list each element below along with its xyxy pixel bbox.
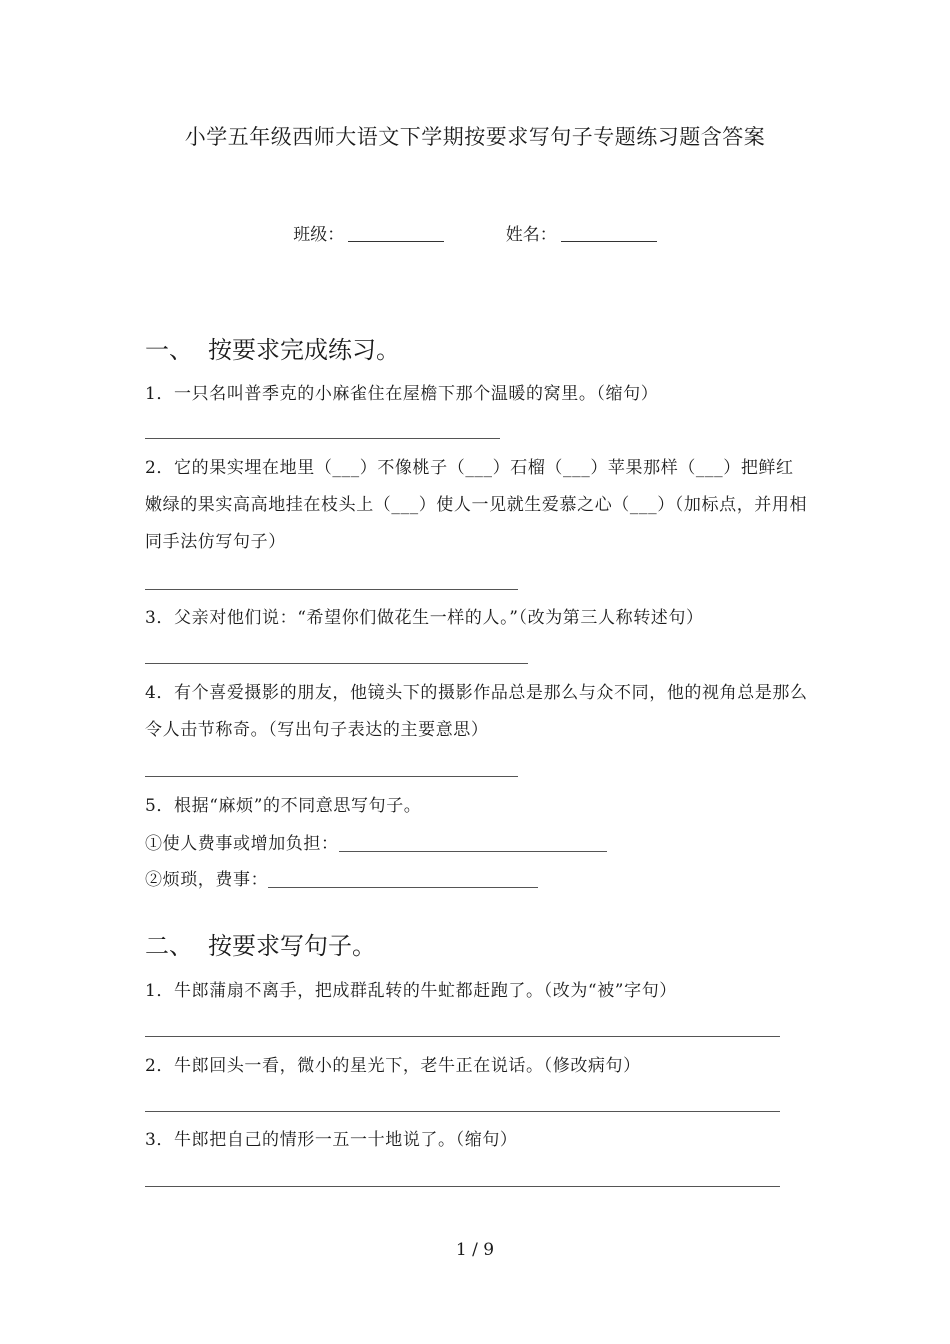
- q5a-label: ①使人费事或增加负担：: [145, 834, 339, 854]
- answer-line-s1-q4[interactable]: [145, 776, 518, 777]
- student-info: [0, 220, 950, 245]
- class-field: [293, 220, 444, 245]
- answer-line-s2-q2[interactable]: [145, 1111, 780, 1112]
- section-1-question-4: 4．有个喜爱摄影的朋友，他镜头下的摄影作品总是那么与众不同，他的视角总是那么令人击节称奇。（写出句子表达的主要意思）: [145, 683, 808, 740]
- section-2-title: 按要求写句子。: [208, 932, 376, 960]
- section-1-number: 一、: [145, 336, 193, 364]
- section-1-question-1: 1．一只名叫普季克的小麻雀住在屋檐下那个温暖的窝里。（缩句）: [145, 384, 659, 404]
- q5b-label: ②烦琐，费事：: [145, 870, 269, 890]
- answer-line-s2-q3[interactable]: [145, 1186, 780, 1187]
- page-number: 1 / 9: [455, 1240, 495, 1260]
- name-blank[interactable]: [561, 225, 657, 242]
- name-label: 姓名：: [505, 225, 557, 245]
- section-2-heading: [145, 926, 376, 961]
- section-1-heading: [145, 330, 400, 365]
- answer-line-s1-q2[interactable]: [145, 589, 518, 590]
- q5b-blank[interactable]: [268, 871, 538, 888]
- answer-line-s1-q3[interactable]: [145, 663, 528, 664]
- name-field: [506, 220, 657, 245]
- document-title: 小学五年级西师大语文下学期按要求写句子专题练习题含答案: [184, 125, 766, 149]
- section-1-question-2: 2．它的果实埋在地里（___）不像桃子（___）石榴（___）苹果那样（___）把鲜红嫩绿的果实高高地挂在枝头上（___）使人一见就生爱慕之心（___）（加标点，并用相同手法仿写句子）: [145, 458, 808, 552]
- section-1-question-5: 5．根据“麻烦”的不同意思写句子。: [145, 796, 422, 816]
- class-label: 班级：: [293, 225, 345, 245]
- answer-line-s2-q1[interactable]: [145, 1036, 780, 1037]
- q5a-blank[interactable]: [339, 835, 607, 852]
- section-1-question-3: 3．父亲对他们说：“希望你们做花生一样的人。”（改为第三人称转述句）: [145, 608, 704, 628]
- section-2-question-2: 2．牛郎回头一看，微小的星光下，老牛正在说话。（修改病句）: [145, 1056, 641, 1076]
- section-2-question-3: 3．牛郎把自己的情形一五一十地说了。（缩句）: [145, 1130, 518, 1150]
- section-2-number: 二、: [145, 932, 193, 960]
- section-1-question-5a: [145, 826, 810, 863]
- section-1-question-5b: [145, 862, 810, 899]
- answer-line-s1-q1[interactable]: [145, 438, 500, 439]
- section-1-title: 按要求完成练习。: [208, 336, 400, 364]
- section-2-question-1: 1．牛郎蒲扇不离手，把成群乱转的牛虻都赶跑了。（改为“被”字句）: [145, 981, 677, 1001]
- class-blank[interactable]: [348, 225, 444, 242]
